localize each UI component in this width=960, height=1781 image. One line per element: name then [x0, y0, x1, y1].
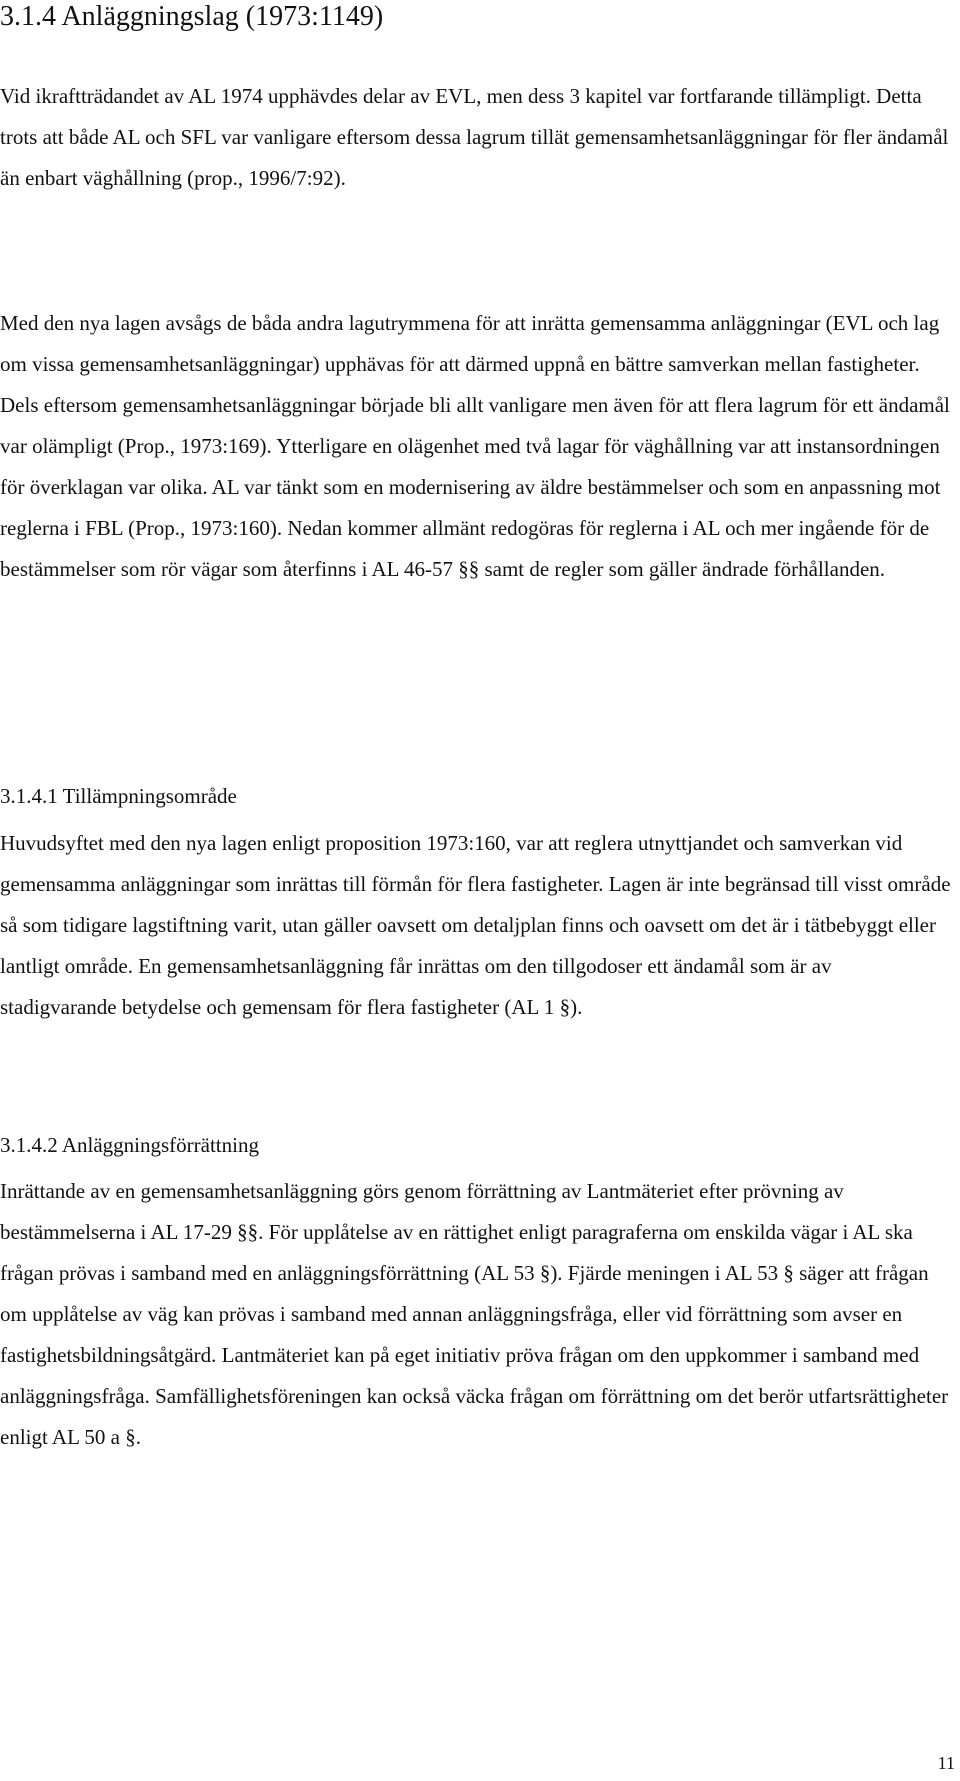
paragraph-2: Med den nya lagen avsågs de båda andra lagutrymmena för att inrätta gemensamma anläggningar (EVL och lag om vissa gemensamhetsanläggningar) upphävas för att därmed uppnå en bättre samverkan mellan fastigheter. Dels eftersom gemensamhetsanläggningar började bli allt vanligare men även för att flera lagrum för ett ändamål var olämpligt (Prop., 1973:169). Ytterligare en olägenhet med två lagar för väghållning var att instansordningen för överklagan var olika. AL var tänkt som en modernisering av äldre bestämmelser och som en anpassning mot reglerna i FBL (Prop., 1973:160). Nedan kommer allmänt redogöras för reglerna i AL och mer ingående för de bestämmelser som rör vägar som återfinns i AL 46-57 §§ samt de regler som gäller ändrade förhållanden.: [0, 311, 950, 581]
paragraph-1: Vid ikraftträdandet av AL 1974 upphävdes delar av EVL, men dess 3 kapitel var fortfarande tillämpligt. Detta trots att både AL och SFL var vanligare eftersom dessa lagrum tillät gemensamhetsanläggningar för fler ändamål än enbart väghållning (prop., 1996/7:92).: [0, 84, 949, 190]
subsection-heading-tillampningsomrade: 3.1.4.1 Tillämpningsområde: [0, 784, 237, 808]
paragraph-3: Huvudsyftet med den nya lagen enligt proposition 1973:160, var att reglera utnyttjandet och samverkan vid gemensamma anläggningar som inrättas till förmån för flera fastigheter. Lagen är inte begränsad till visst område så som tidigare lagstiftning varit, utan gäller oavsett om detaljplan finns och oavsett om det är i tätbebyggt eller lantligt område. En gemensamhetsanläggning får inrättas om den tillgodoser ett ändamål som är av stadigvarande betydelse och gemensam för flera fastigheter (AL 1 §).: [0, 831, 951, 1019]
subsection-heading-anlaggningsforrattning: 3.1.4.2 Anläggningsförrättning: [0, 1133, 259, 1157]
paragraph-4: Inrättande av en gemensamhetsanläggning görs genom förrättning av Lantmäteriet efter prövning av bestämmelserna i AL 17-29 §§. För upplåtelse av en rättighet enligt paragraferna om enskilda vägar i AL ska frågan prövas i samband med en anläggningsförrättning (AL 53 §). Fjärde meningen i AL 53 § säger att frågan om upplåtelse av väg kan prövas i samband med annan anläggningsfråga, eller vid förrättning som avser en fastighetsbildningsåtgärd. Lantmäteriet kan på eget initiativ pröva frågan om den uppkommer i samband med anläggningsfråga. Samfällighetsföreningen kan också väcka frågan om förrättning om det berör utfartsrättigheter enligt AL 50 a §.: [0, 1179, 949, 1449]
page-number: 11: [937, 1753, 955, 1773]
section-heading: 3.1.4 Anläggningslag (1973:1149): [0, 1, 384, 32]
